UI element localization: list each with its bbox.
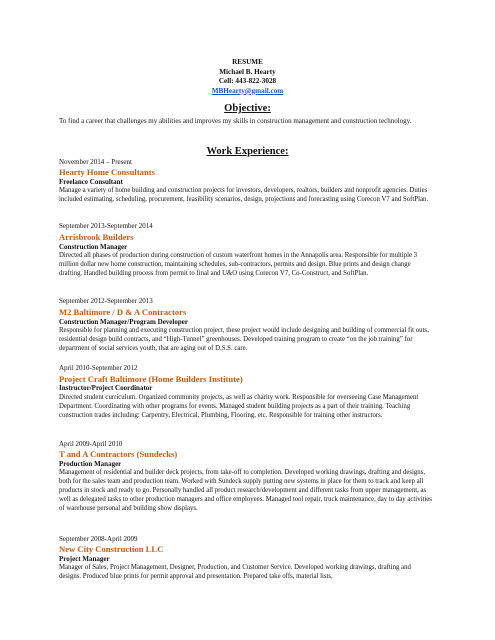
- job-dates: September 2013-September 2014: [59, 222, 153, 230]
- job-role: Production Manager: [59, 460, 122, 468]
- work-experience-heading: Work Experience:: [206, 146, 289, 157]
- job-company: Arrisbrook Builders: [59, 232, 134, 242]
- job-description: Management of residential and builder deck projects, from take-off to completion. Developed working drawings, drafting and designs, both for the sales team and production team. Worked with Sundeck supply putting new systems in place for them to track and keep all products in stock and ready to go. Personally handled all product research/development and different tasks from upper management, as well as delegated tasks to other production managers and office employees. Managed tool repair, truck maintenance, day to day activities of warehouse personal and building show displays.: [59, 469, 432, 513]
- objective-heading: Objective:: [224, 103, 271, 114]
- job-company: T and A Contractors (Sundecks): [59, 449, 178, 459]
- job-description: Responsible for planning and executing construction project, these project would include designing and building of commercial fit outs, residential design build contracts, and “High-Tunnel” greenhouses. Developed training program to create “on the job training” for department of social services youth, that are aging out of D.S.S. care.: [59, 327, 429, 353]
- job-role: Project Manager: [59, 555, 110, 563]
- job-description: Manager of Sales, Project Management, Designer, Production, and Customer Service. Developed working drawings, drafting and designs. Produced blue prints for permit approval and presentation. Prepared take offs, material lists,: [59, 564, 411, 581]
- job-role: Construction Manager/Program Developer: [59, 318, 188, 326]
- job-role: Construction Manager: [59, 243, 128, 251]
- job-dates: September 2012-September 2013: [59, 297, 153, 305]
- job-company: New City Construction LLC: [59, 544, 164, 554]
- job-description: Directed student curriculum. Organized community projects, as well as charity work. Responsible for overseeing Case Management Department. Coordinating with other programs for events. Managed student building projects as a part of their training. Teaching construction trades including: Carpentry, Electrical, Plumbing, Flooring, etc. Responsible for training other instructors.: [59, 394, 419, 420]
- email-link[interactable]: MBHearty@gmail.com: [211, 86, 284, 95]
- candidate-name: Michael B. Hearty: [219, 67, 276, 76]
- job-description: Directed all phases of production during construction of custom waterfront homes in the Annapolis area. Responsible for multiple 3 million dollar new home construction, maintaining schedules, sub-contractors, permits and design. Blue prints and design change drafting. Handled building process from permit to final and U&O using Corecon V7, Co-Construct, and SoftPlan.: [59, 252, 418, 278]
- job-dates: April 2009-April 2010: [59, 440, 123, 448]
- job-dates: April 2010-September 2012: [59, 364, 138, 372]
- job-company: M2 Baltimore / D & A Contractors: [59, 307, 187, 317]
- job-description: Manage a variety of home building and construction projects for investors, developers, realtors, builders and nonprofit agencies. Duties included estimating, scheduling, procurement, feasibility scenarios, design, projections and forecasting using Corecon V7 and SoftPlan.: [59, 187, 429, 204]
- resume-title: RESUME: [232, 58, 263, 66]
- resume-header: [0, 58, 495, 96]
- job-company: Hearty Home Consultants: [59, 167, 155, 177]
- job-company: Project Craft Baltimore (Home Builders Institute): [59, 374, 243, 384]
- job-dates: November 2014 – Present: [59, 158, 132, 166]
- objective-text: To find a career that challenges my abilities and improves my skills in construction management and construction technology.: [59, 117, 412, 125]
- job-dates: September 2008-April 2009: [59, 535, 138, 543]
- job-role: Instructor/Project Coordinator: [59, 384, 153, 392]
- cell-phone: Cell: 443-822-3028: [218, 77, 277, 86]
- job-role: Freelance Consultant: [59, 178, 123, 186]
